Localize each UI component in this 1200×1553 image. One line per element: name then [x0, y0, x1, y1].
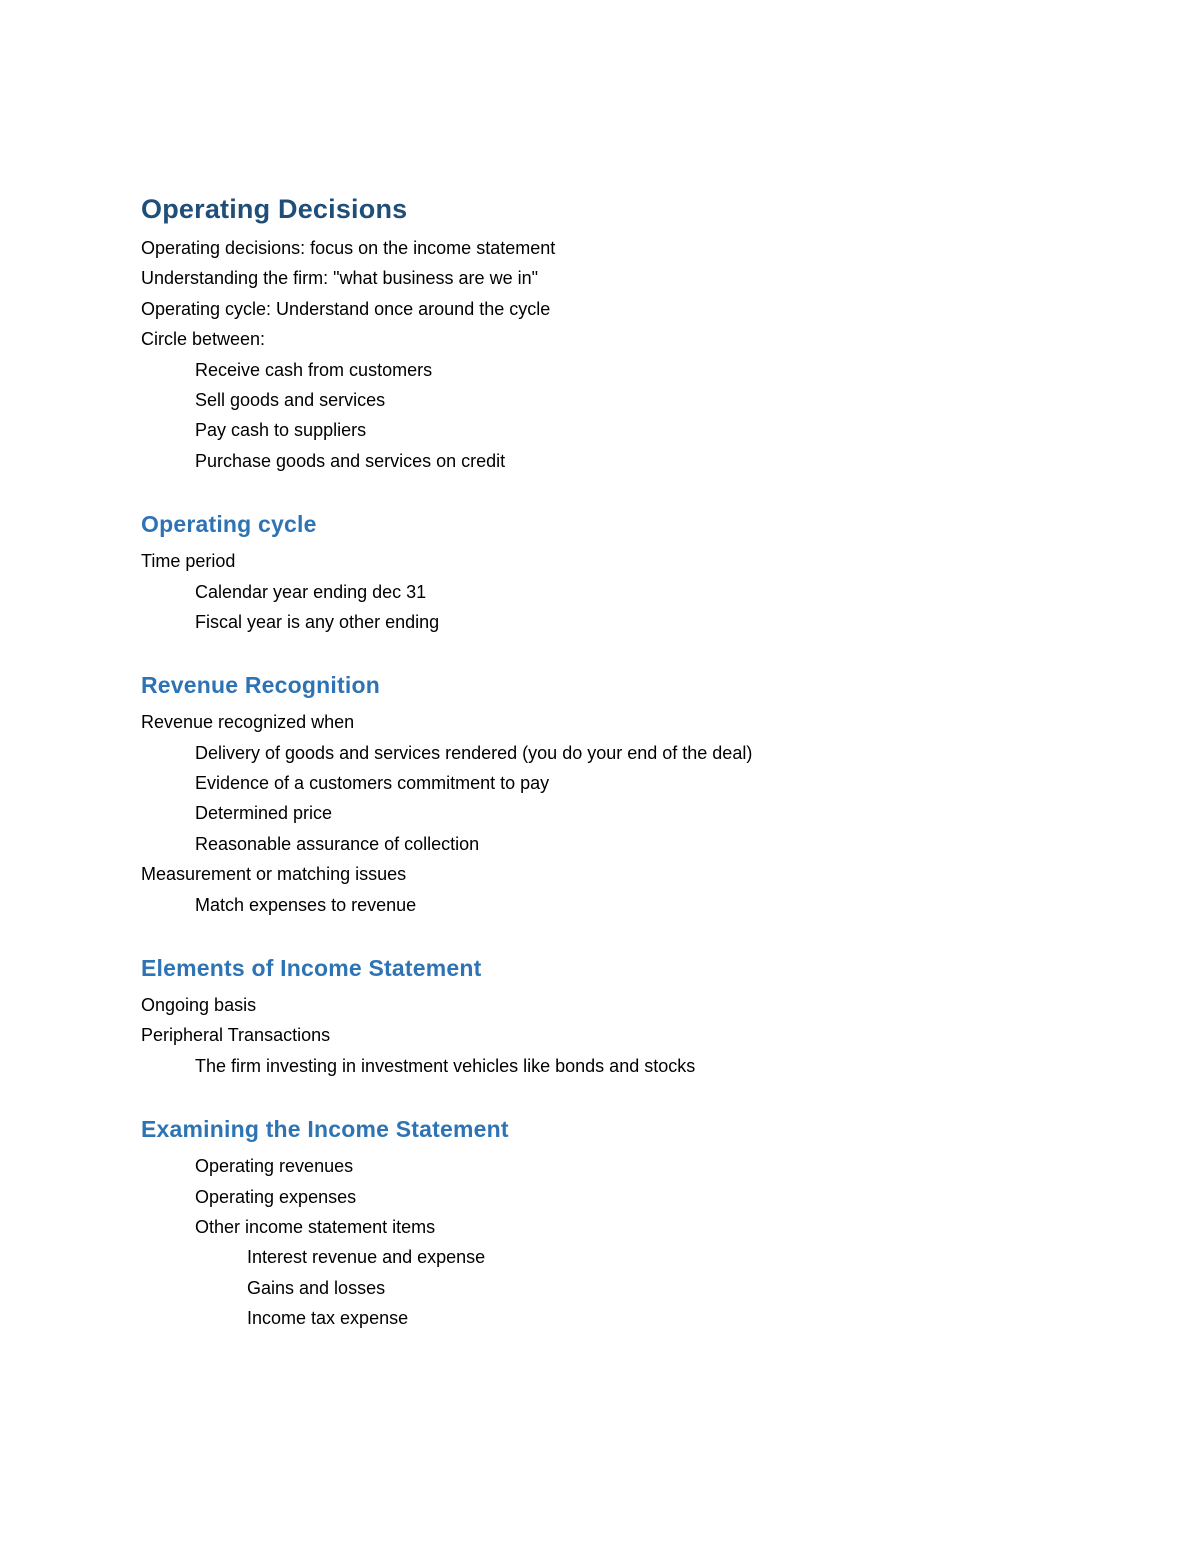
indented-text-line: Operating revenues: [195, 1156, 354, 1177]
indented-text-line: Determined price: [195, 803, 333, 824]
double-indented-text-line: Gains and losses: [247, 1277, 386, 1298]
text-line: Operating decisions: focus on the income statement: [141, 238, 556, 258]
heading-examining-the-income-statement: Examining the Income Statement: [141, 1116, 509, 1143]
heading-operating-cycle: Operating cycle: [141, 511, 317, 538]
indented-text-line: Operating expenses: [195, 1186, 357, 1207]
indented-text-line: Match expenses to revenue: [195, 894, 417, 915]
indented-text-line: Purchase goods and services on credit: [195, 450, 506, 471]
text-line: Understanding the firm: "what business are we in": [141, 268, 538, 289]
text-line: Peripheral Transactions: [141, 1025, 331, 1046]
indented-text-line: Evidence of a customers commitment to pay: [195, 773, 550, 794]
heading-elements-of-income-statement: Elements of Income Statement: [141, 955, 482, 982]
text-line: Ongoing basis: [141, 995, 257, 1016]
indented-text-line: Fiscal year is any other ending: [195, 611, 440, 632]
section-spacer: [141, 1081, 1081, 1112]
text-line: Revenue recognized when: [141, 712, 355, 733]
section-spacer: [141, 637, 1081, 668]
document-page: [141, 190, 1081, 1334]
double-indented-text-line: Interest revenue and expense: [247, 1247, 486, 1268]
text-line: Operating cycle: Understand once around the cycle: [141, 298, 551, 319]
section-spacer: [141, 920, 1081, 951]
double-indented-text-line: Income tax expense: [247, 1308, 409, 1329]
text-line: Time period: [141, 551, 236, 572]
heading-operating-decisions: Operating Decisions: [141, 194, 408, 224]
text-line: Measurement or matching issues: [141, 864, 407, 885]
indented-text-line: Pay cash to suppliers: [195, 420, 367, 441]
indented-text-line: Calendar year ending dec 31: [195, 581, 427, 602]
indented-text-line: Sell goods and services: [195, 389, 386, 410]
indented-text-line: The firm investing in investment vehicles like bonds and stocks: [195, 1055, 696, 1076]
section-spacer: [141, 476, 1081, 507]
indented-text-line: Reasonable assurance of collection: [195, 833, 480, 854]
indented-text-line: Receive cash from customers: [195, 359, 433, 380]
heading-revenue-recognition: Revenue Recognition: [141, 672, 380, 699]
indented-text-line: Other income statement items: [195, 1216, 436, 1237]
text-line: Circle between:: [141, 329, 266, 350]
indented-text-line: Delivery of goods and services rendered (you do your end of the deal): [195, 742, 753, 763]
